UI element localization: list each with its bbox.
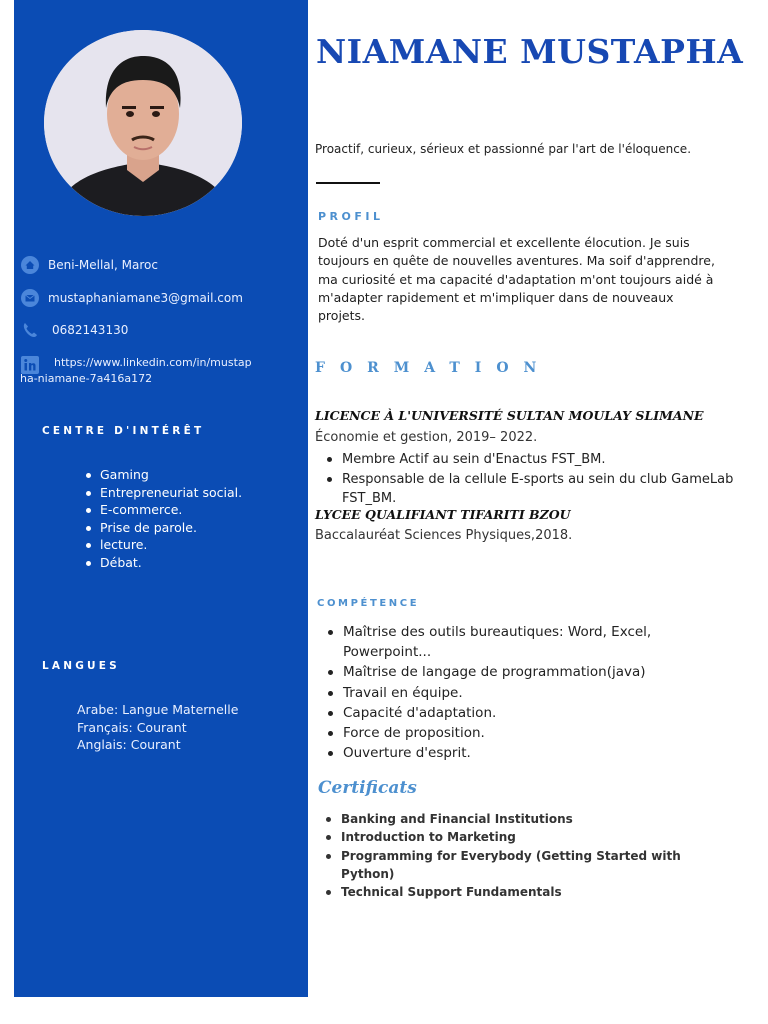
list-item: Prise de parole. (86, 520, 242, 538)
list-item: Débat. (86, 555, 242, 573)
list-item: Responsable de la cellule E-sports au sein du club GameLab FST_BM. (326, 470, 756, 509)
education-title: LICENCE À L'UNIVERSITÉ SULTAN MOULAY SLIMANE (315, 408, 704, 423)
list-item: Membre Actif au sein d'Enactus FST_BM. (326, 450, 756, 470)
list-item: Maîtrise de langage de programmation(java) (327, 662, 707, 682)
language-item: Anglais: Courant (77, 737, 181, 753)
profile-photo (44, 30, 242, 216)
list-item: Maîtrise des outils bureautiques: Word, Excel, Powerpoint... (327, 622, 707, 662)
list-item: Banking and Financial Institutions (325, 810, 705, 828)
contact-email (20, 288, 243, 308)
location-text: Beni-Mellal, Maroc (48, 258, 158, 272)
interests-heading: CENTRE D'INTÉRÊT (42, 425, 205, 437)
list-item: lecture. (86, 537, 242, 555)
competence-heading: COMPÉTENCE (317, 598, 420, 609)
linkedin-link[interactable]: https://www.linkedin.com/in/mustapha-niamane-7a416a172 (20, 356, 252, 385)
education-subtitle: Baccalauréat Sciences Physiques,2018. (315, 528, 573, 543)
tagline: Proactif, curieux, sérieux et passionné par l'art de l'éloquence. (315, 142, 692, 156)
certificates-heading: Certificats (318, 778, 417, 798)
list-item: Programming for Everybody (Getting Started with Python) (325, 847, 705, 884)
profile-heading: PROFIL (318, 210, 384, 223)
languages-heading: LANGUES (42, 660, 120, 672)
list-item: Entrepreneuriat social. (86, 485, 242, 503)
list-item: Technical Support Fundamentals (325, 883, 705, 901)
competence-list (327, 622, 707, 763)
list-item: Travail en équipe. (327, 683, 707, 703)
phone-icon (20, 320, 40, 340)
language-item: Français: Courant (77, 719, 187, 735)
list-item: Ouverture d'esprit. (327, 743, 707, 763)
email-icon (20, 288, 40, 308)
list-item: Capacité d'adaptation. (327, 703, 707, 723)
language-item: Arabe: Langue Maternelle (77, 702, 239, 717)
education-title: LYCEE QUALIFIANT TIFARITI BZOU (315, 507, 571, 522)
list-item: Force de proposition. (327, 723, 707, 743)
phone-text: 0682143130 (52, 323, 129, 337)
contact-linkedin (20, 355, 290, 386)
education-bullets (326, 450, 756, 509)
divider (316, 182, 380, 184)
portrait-illustration (44, 30, 242, 216)
formation-heading: FORMATION (315, 360, 552, 376)
list-item: E-commerce. (86, 502, 242, 520)
profile-text: Doté d'un esprit commercial et excellente élocution. Je suis toujours en quête de nouvelles aventures. Ma soif d'apprendre, ma curiosité et ma capacité d'adaptation m'ont toujours aidé à m'adapter rapidement et m'impliquer dans de nouveaux projets. (318, 235, 715, 324)
home-icon (20, 255, 40, 275)
certificates-list (325, 810, 705, 901)
contact-phone (20, 320, 128, 340)
page-title: NIAMANE MUSTAPHA (316, 32, 744, 71)
interests-list (86, 467, 242, 573)
education-subtitle: Économie et gestion, 2019– 2022. (315, 430, 538, 445)
languages-list (77, 702, 238, 755)
contact-location (20, 255, 158, 275)
list-item: Gaming (86, 467, 242, 485)
list-item: Introduction to Marketing (325, 828, 705, 846)
email-link[interactable]: mustaphaniamane3@gmail.com (48, 291, 243, 305)
